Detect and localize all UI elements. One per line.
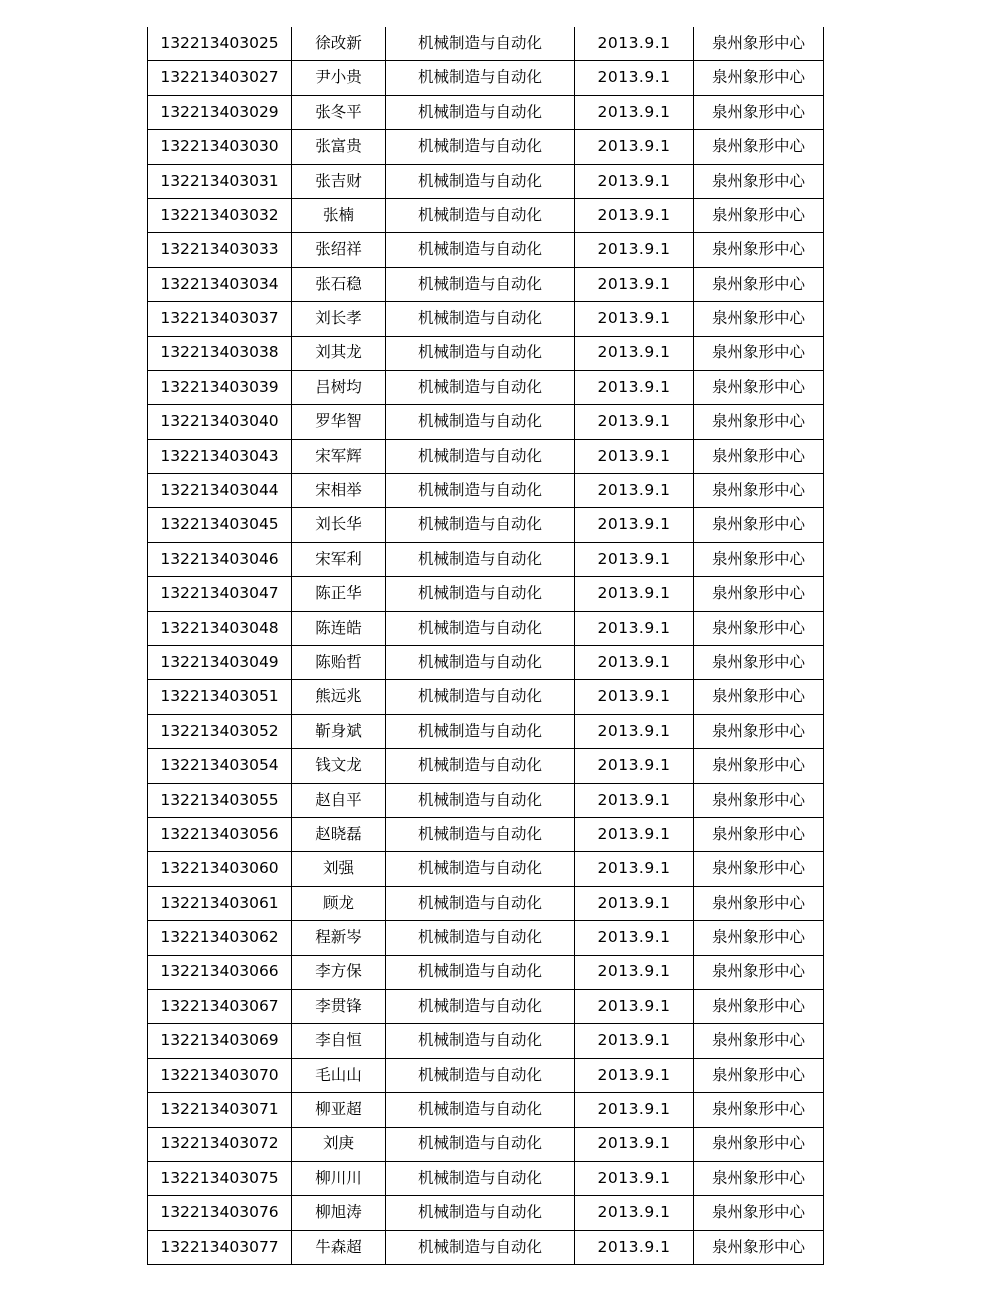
student-name-cell: 刘长华 [292,508,386,542]
student-name-cell: 刘强 [292,852,386,886]
location-cell: 泉州象形中心 [694,95,824,129]
student-name-cell: 刘其龙 [292,336,386,370]
student-id-cell: 132213403077 [148,1230,292,1264]
location-cell: 泉州象形中心 [694,783,824,817]
major-cell: 机械制造与自动化 [386,542,575,576]
enrollment-date-cell: 2013.9.1 [575,921,694,955]
location-cell: 泉州象形中心 [694,198,824,232]
major-cell: 机械制造与自动化 [386,267,575,301]
student-name-cell: 钱文龙 [292,749,386,783]
table-row [148,95,824,129]
location-cell: 泉州象形中心 [694,130,824,164]
location-cell: 泉州象形中心 [694,989,824,1023]
major-cell: 机械制造与自动化 [386,680,575,714]
table-row [148,267,824,301]
student-name-cell: 柳旭涛 [292,1196,386,1230]
location-cell: 泉州象形中心 [694,336,824,370]
table-row [148,783,824,817]
major-cell: 机械制造与自动化 [386,336,575,370]
major-cell: 机械制造与自动化 [386,95,575,129]
location-cell: 泉州象形中心 [694,852,824,886]
major-cell: 机械制造与自动化 [386,989,575,1023]
enrollment-date-cell: 2013.9.1 [575,439,694,473]
student-id-cell: 132213403044 [148,474,292,508]
table-row [148,749,824,783]
student-id-cell: 132213403047 [148,577,292,611]
major-cell: 机械制造与自动化 [386,749,575,783]
enrollment-date-cell: 2013.9.1 [575,1058,694,1092]
student-id-cell: 132213403030 [148,130,292,164]
enrollment-date-cell: 2013.9.1 [575,852,694,886]
location-cell: 泉州象形中心 [694,405,824,439]
major-cell: 机械制造与自动化 [386,198,575,232]
enrollment-date-cell: 2013.9.1 [575,542,694,576]
enrollment-date-cell: 2013.9.1 [575,1196,694,1230]
table-row [148,370,824,404]
major-cell: 机械制造与自动化 [386,164,575,198]
table-row [148,542,824,576]
enrollment-date-cell: 2013.9.1 [575,955,694,989]
enrollment-date-cell: 2013.9.1 [575,336,694,370]
student-name-cell: 程新岑 [292,921,386,955]
student-name-cell: 张石稳 [292,267,386,301]
student-name-cell: 张冬平 [292,95,386,129]
table-row [148,1024,824,1058]
student-name-cell: 李贯锋 [292,989,386,1023]
table-row [148,61,824,95]
major-cell: 机械制造与自动化 [386,955,575,989]
student-id-cell: 132213403067 [148,989,292,1023]
enrollment-date-cell: 2013.9.1 [575,95,694,129]
table-row [148,886,824,920]
table-row [148,955,824,989]
major-cell: 机械制造与自动化 [386,370,575,404]
table-row [148,921,824,955]
table-row [148,714,824,748]
major-cell: 机械制造与自动化 [386,611,575,645]
student-name-cell: 柳亚超 [292,1093,386,1127]
student-id-cell: 132213403066 [148,955,292,989]
enrollment-date-cell: 2013.9.1 [575,1093,694,1127]
student-id-cell: 132213403056 [148,817,292,851]
enrollment-date-cell: 2013.9.1 [575,1161,694,1195]
student-id-cell: 132213403025 [148,27,292,61]
enrollment-date-cell: 2013.9.1 [575,783,694,817]
student-name-cell: 李方保 [292,955,386,989]
location-cell: 泉州象形中心 [694,1127,824,1161]
student-name-cell: 陈正华 [292,577,386,611]
student-id-cell: 132213403061 [148,886,292,920]
major-cell: 机械制造与自动化 [386,817,575,851]
location-cell: 泉州象形中心 [694,611,824,645]
table-row [148,611,824,645]
location-cell: 泉州象形中心 [694,646,824,680]
student-id-cell: 132213403046 [148,542,292,576]
major-cell: 机械制造与自动化 [386,1196,575,1230]
major-cell: 机械制造与自动化 [386,1161,575,1195]
table-row [148,1230,824,1264]
location-cell: 泉州象形中心 [694,27,824,61]
enrollment-date-cell: 2013.9.1 [575,1230,694,1264]
enrollment-date-cell: 2013.9.1 [575,474,694,508]
student-id-cell: 132213403043 [148,439,292,473]
student-name-cell: 柳川川 [292,1161,386,1195]
major-cell: 机械制造与自动化 [386,474,575,508]
student-id-cell: 132213403072 [148,1127,292,1161]
student-id-cell: 132213403049 [148,646,292,680]
student-id-cell: 132213403039 [148,370,292,404]
major-cell: 机械制造与自动化 [386,1093,575,1127]
student-id-cell: 132213403048 [148,611,292,645]
student-name-cell: 吕树均 [292,370,386,404]
student-name-cell: 李自恒 [292,1024,386,1058]
student-roster-table [147,27,824,1265]
student-name-cell: 宋相举 [292,474,386,508]
enrollment-date-cell: 2013.9.1 [575,989,694,1023]
major-cell: 机械制造与自动化 [386,508,575,542]
enrollment-date-cell: 2013.9.1 [575,1127,694,1161]
enrollment-date-cell: 2013.9.1 [575,680,694,714]
major-cell: 机械制造与自动化 [386,439,575,473]
student-id-cell: 132213403033 [148,233,292,267]
major-cell: 机械制造与自动化 [386,302,575,336]
table-row [148,1127,824,1161]
location-cell: 泉州象形中心 [694,1161,824,1195]
major-cell: 机械制造与自动化 [386,886,575,920]
student-id-cell: 132213403055 [148,783,292,817]
student-name-cell: 张富贵 [292,130,386,164]
major-cell: 机械制造与自动化 [386,577,575,611]
major-cell: 机械制造与自动化 [386,783,575,817]
location-cell: 泉州象形中心 [694,370,824,404]
location-cell: 泉州象形中心 [694,680,824,714]
location-cell: 泉州象形中心 [694,817,824,851]
major-cell: 机械制造与自动化 [386,714,575,748]
student-id-cell: 132213403051 [148,680,292,714]
student-name-cell: 牛森超 [292,1230,386,1264]
table-row [148,817,824,851]
table-row [148,405,824,439]
location-cell: 泉州象形中心 [694,1093,824,1127]
student-name-cell: 徐改新 [292,27,386,61]
student-name-cell: 罗华智 [292,405,386,439]
student-id-cell: 132213403054 [148,749,292,783]
location-cell: 泉州象形中心 [694,267,824,301]
table-row [148,1196,824,1230]
table-row [148,989,824,1023]
student-id-cell: 132213403070 [148,1058,292,1092]
student-name-cell: 靳身斌 [292,714,386,748]
student-id-cell: 132213403069 [148,1024,292,1058]
location-cell: 泉州象形中心 [694,749,824,783]
table-row [148,336,824,370]
table-row [148,233,824,267]
enrollment-date-cell: 2013.9.1 [575,405,694,439]
major-cell: 机械制造与自动化 [386,1024,575,1058]
enrollment-date-cell: 2013.9.1 [575,749,694,783]
student-name-cell: 赵晓磊 [292,817,386,851]
location-cell: 泉州象形中心 [694,886,824,920]
location-cell: 泉州象形中心 [694,233,824,267]
table-row [148,27,824,61]
table-row [148,508,824,542]
student-id-cell: 132213403071 [148,1093,292,1127]
major-cell: 机械制造与自动化 [386,61,575,95]
location-cell: 泉州象形中心 [694,474,824,508]
location-cell: 泉州象形中心 [694,1230,824,1264]
enrollment-date-cell: 2013.9.1 [575,508,694,542]
roster-table-body [148,27,824,1265]
student-id-cell: 132213403034 [148,267,292,301]
enrollment-date-cell: 2013.9.1 [575,130,694,164]
enrollment-date-cell: 2013.9.1 [575,886,694,920]
student-id-cell: 132213403037 [148,302,292,336]
table-row [148,1161,824,1195]
student-id-cell: 132213403032 [148,198,292,232]
student-name-cell: 熊远兆 [292,680,386,714]
table-row [148,439,824,473]
location-cell: 泉州象形中心 [694,955,824,989]
student-id-cell: 132213403075 [148,1161,292,1195]
student-id-cell: 132213403052 [148,714,292,748]
student-name-cell: 宋军利 [292,542,386,576]
table-row [148,198,824,232]
student-name-cell: 赵自平 [292,783,386,817]
student-name-cell: 刘长孝 [292,302,386,336]
enrollment-date-cell: 2013.9.1 [575,302,694,336]
table-row [148,130,824,164]
location-cell: 泉州象形中心 [694,439,824,473]
table-row [148,680,824,714]
student-id-cell: 132213403040 [148,405,292,439]
table-row [148,474,824,508]
student-name-cell: 张楠 [292,198,386,232]
location-cell: 泉州象形中心 [694,1058,824,1092]
enrollment-date-cell: 2013.9.1 [575,817,694,851]
enrollment-date-cell: 2013.9.1 [575,646,694,680]
location-cell: 泉州象形中心 [694,714,824,748]
location-cell: 泉州象形中心 [694,61,824,95]
major-cell: 机械制造与自动化 [386,233,575,267]
table-row [148,577,824,611]
table-row [148,302,824,336]
location-cell: 泉州象形中心 [694,921,824,955]
enrollment-date-cell: 2013.9.1 [575,233,694,267]
major-cell: 机械制造与自动化 [386,405,575,439]
enrollment-date-cell: 2013.9.1 [575,61,694,95]
enrollment-date-cell: 2013.9.1 [575,611,694,645]
major-cell: 机械制造与自动化 [386,1058,575,1092]
student-id-cell: 132213403062 [148,921,292,955]
table-row [148,1093,824,1127]
student-name-cell: 张吉财 [292,164,386,198]
student-id-cell: 132213403038 [148,336,292,370]
enrollment-date-cell: 2013.9.1 [575,1024,694,1058]
enrollment-date-cell: 2013.9.1 [575,577,694,611]
enrollment-date-cell: 2013.9.1 [575,198,694,232]
student-name-cell: 张绍祥 [292,233,386,267]
major-cell: 机械制造与自动化 [386,130,575,164]
student-name-cell: 顾龙 [292,886,386,920]
table-row [148,164,824,198]
student-id-cell: 132213403029 [148,95,292,129]
student-name-cell: 尹小贵 [292,61,386,95]
location-cell: 泉州象形中心 [694,508,824,542]
location-cell: 泉州象形中心 [694,577,824,611]
location-cell: 泉州象形中心 [694,164,824,198]
table-row [148,852,824,886]
enrollment-date-cell: 2013.9.1 [575,370,694,404]
student-id-cell: 132213403045 [148,508,292,542]
location-cell: 泉州象形中心 [694,542,824,576]
student-name-cell: 陈贻哲 [292,646,386,680]
location-cell: 泉州象形中心 [694,1196,824,1230]
student-id-cell: 132213403031 [148,164,292,198]
student-id-cell: 132213403060 [148,852,292,886]
major-cell: 机械制造与自动化 [386,646,575,680]
student-id-cell: 132213403076 [148,1196,292,1230]
student-name-cell: 刘庚 [292,1127,386,1161]
student-id-cell: 132213403027 [148,61,292,95]
major-cell: 机械制造与自动化 [386,921,575,955]
location-cell: 泉州象形中心 [694,302,824,336]
table-row [148,646,824,680]
enrollment-date-cell: 2013.9.1 [575,267,694,301]
major-cell: 机械制造与自动化 [386,852,575,886]
enrollment-date-cell: 2013.9.1 [575,164,694,198]
enrollment-date-cell: 2013.9.1 [575,27,694,61]
major-cell: 机械制造与自动化 [386,1230,575,1264]
student-name-cell: 宋军辉 [292,439,386,473]
student-name-cell: 陈连皓 [292,611,386,645]
student-name-cell: 毛山山 [292,1058,386,1092]
table-row [148,1058,824,1092]
major-cell: 机械制造与自动化 [386,1127,575,1161]
enrollment-date-cell: 2013.9.1 [575,714,694,748]
major-cell: 机械制造与自动化 [386,27,575,61]
location-cell: 泉州象形中心 [694,1024,824,1058]
